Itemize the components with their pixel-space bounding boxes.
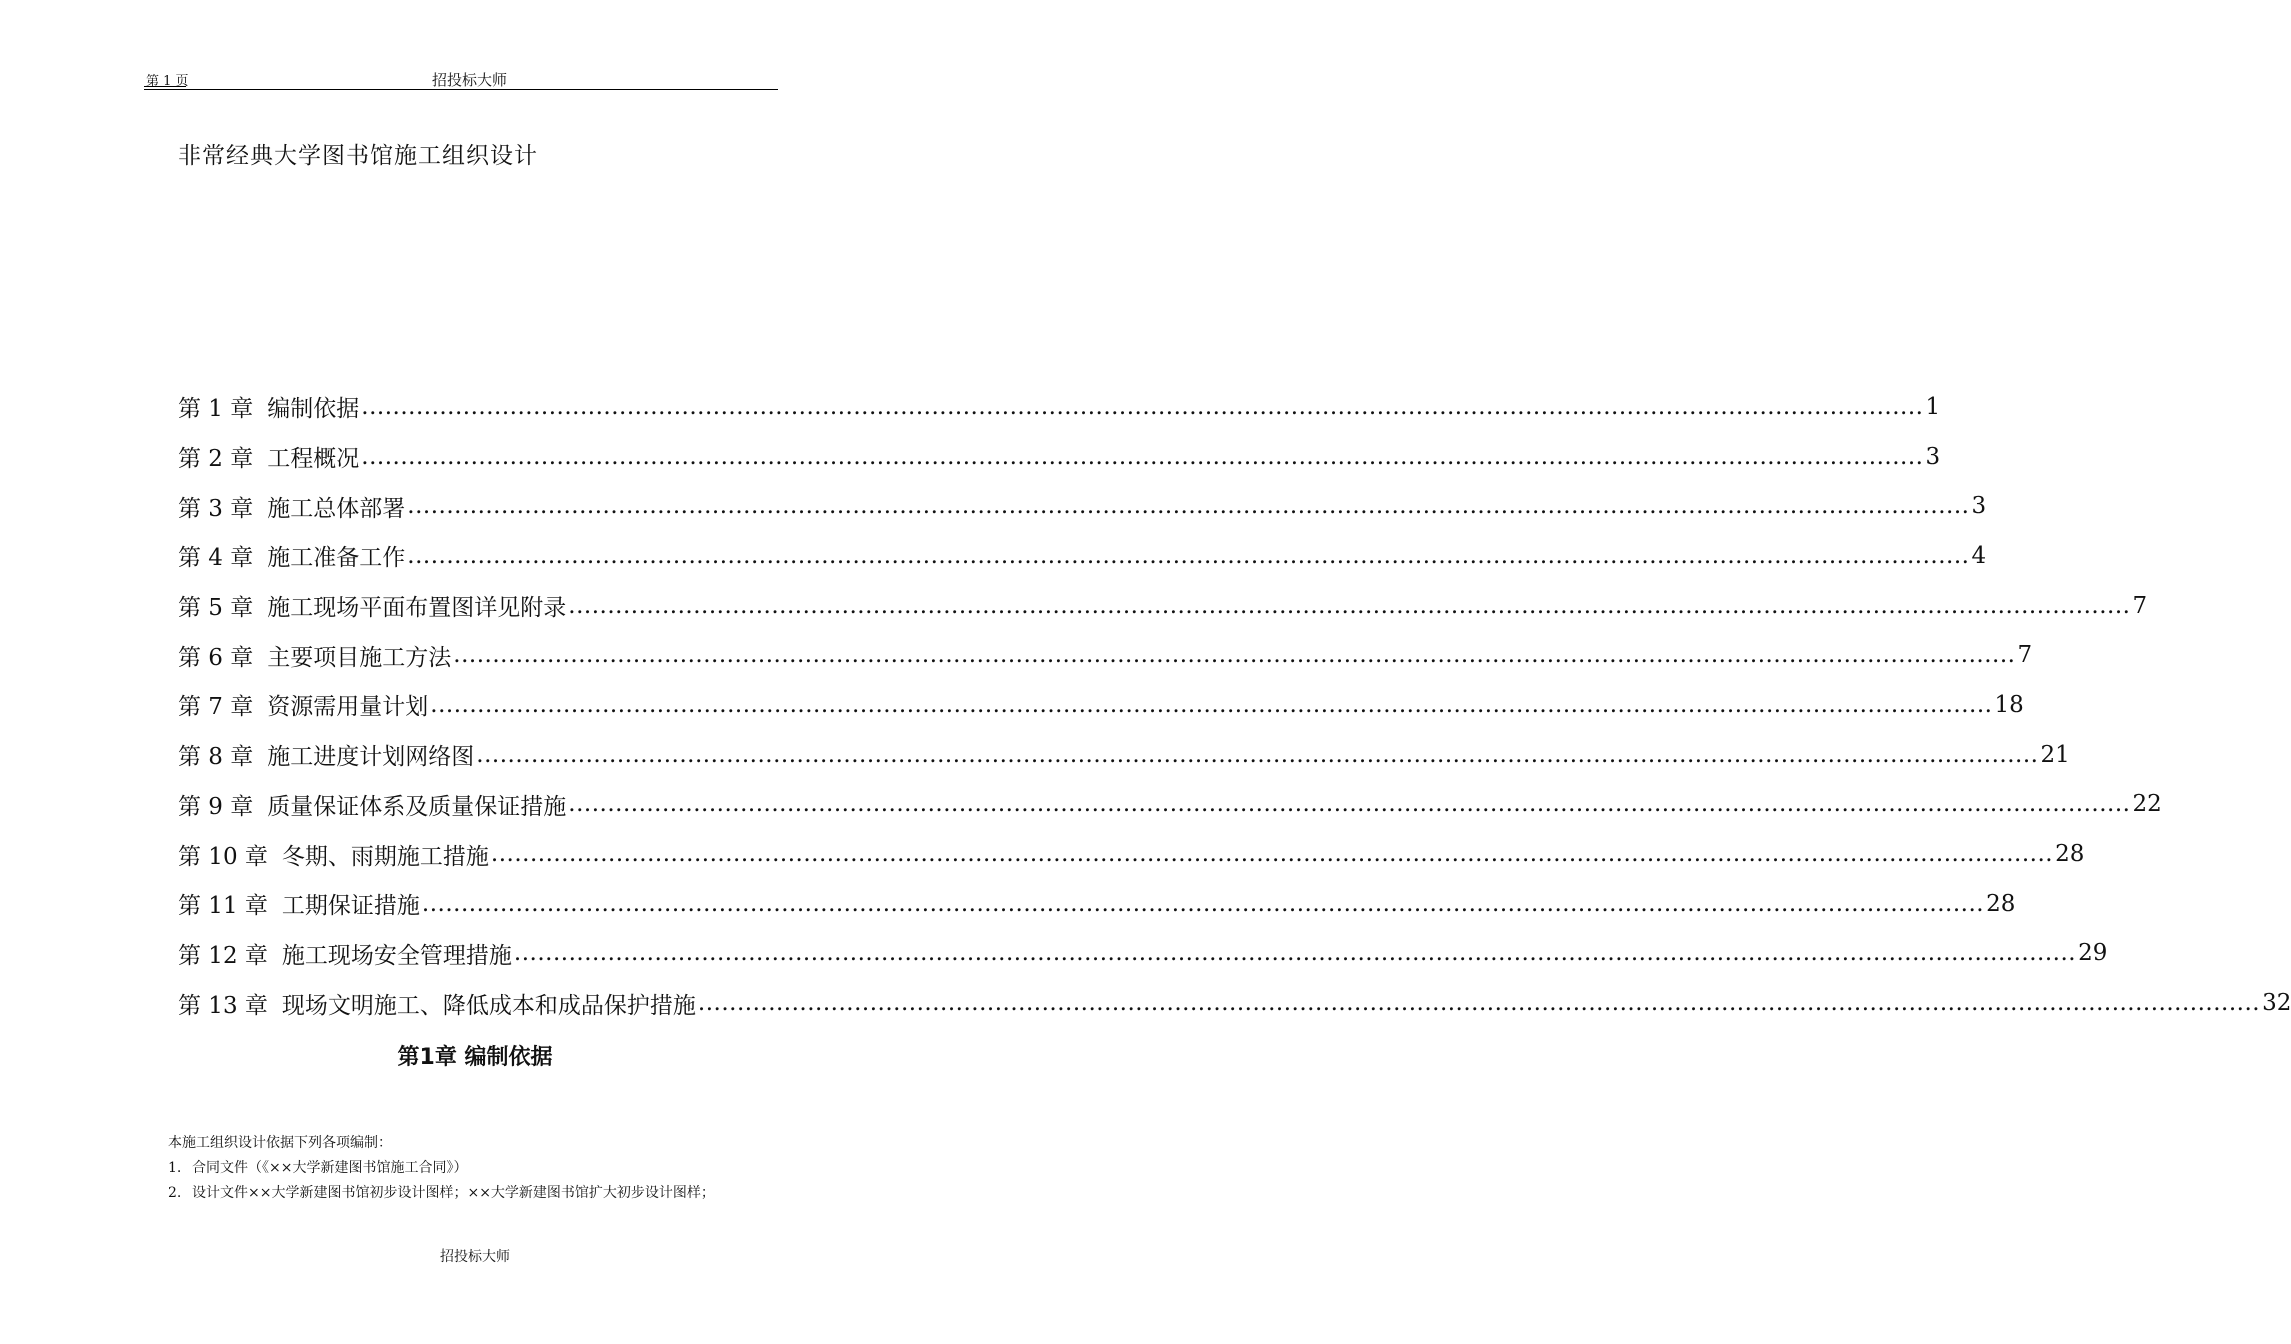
- toc-page-number: 22: [2132, 791, 2162, 818]
- header-rule: [144, 89, 778, 90]
- toc-chapter-number: 第 9 章: [178, 793, 254, 820]
- toc-chapter-number: 第 3 章: [178, 495, 254, 522]
- toc-chapter-number: 第 10 章: [178, 843, 268, 870]
- toc-dot-leader: ........................................................................................................................................................................................................: [407, 542, 1970, 569]
- toc-page-number: 7: [2132, 592, 2148, 619]
- toc-dot-leader: ........................................................................................................................................................................................................: [361, 443, 1924, 470]
- toc-page-number: 3: [1971, 493, 1987, 520]
- list-item-number: 1.: [168, 1160, 182, 1176]
- toc-entry[interactable]: [178, 382, 1941, 432]
- toc-chapter-number: 第 7 章: [178, 694, 254, 721]
- toc-chapter-title: 工程概况: [267, 446, 360, 473]
- toc-entry[interactable]: [178, 531, 1987, 581]
- toc-chapter-number: 第 13 章: [178, 992, 268, 1019]
- toc-page-number: 1: [1925, 393, 1941, 420]
- page-number-underline: [144, 86, 186, 87]
- toc-chapter-number: 第 11 章: [178, 893, 268, 920]
- list-item: [168, 1181, 715, 1206]
- table-of-contents: [178, 382, 2291, 1028]
- toc-page-number: 7: [2017, 642, 2033, 669]
- page-number-label: 第 1 页: [146, 74, 189, 89]
- toc-page-number: 28: [2055, 841, 2085, 868]
- toc-chapter-title: 现场文明施工、降低成本和成品保护措施: [281, 992, 696, 1019]
- toc-entry[interactable]: [178, 630, 2033, 680]
- body-text: [168, 1131, 715, 1206]
- toc-entry[interactable]: [178, 730, 2070, 780]
- toc-dot-leader: ........................................................................................................................................................................................................: [361, 393, 1924, 420]
- toc-dot-leader: ........................................................................................................................................................................................................: [697, 990, 2261, 1017]
- list-item-text: 设计文件××大学新建图书馆初步设计图样；××大学新建图书馆扩大初步设计图样；: [192, 1185, 715, 1201]
- toc-entry[interactable]: [178, 780, 2162, 830]
- toc-entry[interactable]: [178, 680, 2024, 730]
- toc-chapter-title: 工期保证措施: [281, 893, 420, 920]
- toc-page-number: 21: [2040, 741, 2070, 768]
- toc-page-number: 28: [1986, 890, 2016, 917]
- toc-dot-leader: ........................................................................................................................................................................................................: [513, 940, 2077, 967]
- toc-dot-leader: ........................................................................................................................................................................................................: [568, 592, 2131, 619]
- toc-entry[interactable]: [178, 481, 1987, 531]
- toc-chapter-title: 主要项目施工方法: [267, 644, 452, 671]
- toc-chapter-title: 资源需用量计划: [267, 694, 429, 721]
- header-site-name: 招投标大师: [432, 71, 508, 89]
- toc-page-number: 4: [1971, 542, 1987, 569]
- toc-chapter-number: 第 5 章: [178, 595, 254, 622]
- toc-dot-leader: ........................................................................................................................................................................................................: [421, 890, 1985, 917]
- toc-chapter-title: 施工现场安全管理措施: [281, 942, 512, 969]
- page-footer: 招投标大师: [440, 1249, 510, 1265]
- toc-chapter-title: 施工总体部署: [267, 495, 406, 522]
- toc-dot-leader: ........................................................................................................................................................................................................: [568, 791, 2131, 818]
- toc-dot-leader: ........................................................................................................................................................................................................: [407, 493, 1970, 520]
- list-item-text: 合同文件（《××大学新建图书馆施工合同》）: [192, 1160, 468, 1176]
- toc-chapter-number: 第 1 章: [178, 396, 254, 423]
- toc-chapter-number: 第 6 章: [178, 644, 254, 671]
- toc-chapter-title: 编制依据: [267, 396, 360, 423]
- toc-entry[interactable]: [178, 978, 2291, 1028]
- toc-page-number: 18: [1994, 691, 2024, 718]
- toc-dot-leader: ........................................................................................................................................................................................................: [476, 741, 2039, 768]
- toc-chapter-number: 第 4 章: [178, 545, 254, 572]
- toc-entry[interactable]: [178, 581, 2148, 631]
- toc-page-number: 29: [2078, 940, 2108, 967]
- toc-entry[interactable]: [178, 879, 2016, 929]
- chapter-heading: 第1章 编制依据: [397, 1045, 553, 1070]
- toc-dot-leader: ........................................................................................................................................................................................................: [430, 691, 1993, 718]
- list-item: [168, 1156, 715, 1181]
- toc-chapter-number: 第 8 章: [178, 744, 254, 771]
- intro-paragraph: 本施工组织设计依据下列各项编制：: [168, 1135, 392, 1151]
- document-title: 非常经典大学图书馆施工组织设计: [178, 143, 538, 169]
- toc-chapter-number: 第 12 章: [178, 942, 268, 969]
- list-item-number: 2.: [168, 1185, 182, 1201]
- toc-entry[interactable]: [178, 432, 1941, 482]
- toc-dot-leader: ........................................................................................................................................................................................................: [490, 841, 2054, 868]
- toc-chapter-number: 第 2 章: [178, 446, 254, 473]
- toc-page-number: 32: [2262, 990, 2291, 1017]
- toc-chapter-title: 质量保证体系及质量保证措施: [267, 793, 567, 820]
- toc-entry[interactable]: [178, 929, 2108, 979]
- toc-chapter-title: 施工进度计划网络图: [267, 744, 475, 771]
- toc-page-number: 3: [1925, 443, 1941, 470]
- toc-entry[interactable]: [178, 829, 2085, 879]
- toc-chapter-title: 施工准备工作: [267, 545, 406, 572]
- toc-dot-leader: ........................................................................................................................................................................................................: [453, 642, 2016, 669]
- toc-chapter-title: 施工现场平面布置图详见附录: [267, 595, 567, 622]
- toc-chapter-title: 冬期、雨期施工措施: [281, 843, 489, 870]
